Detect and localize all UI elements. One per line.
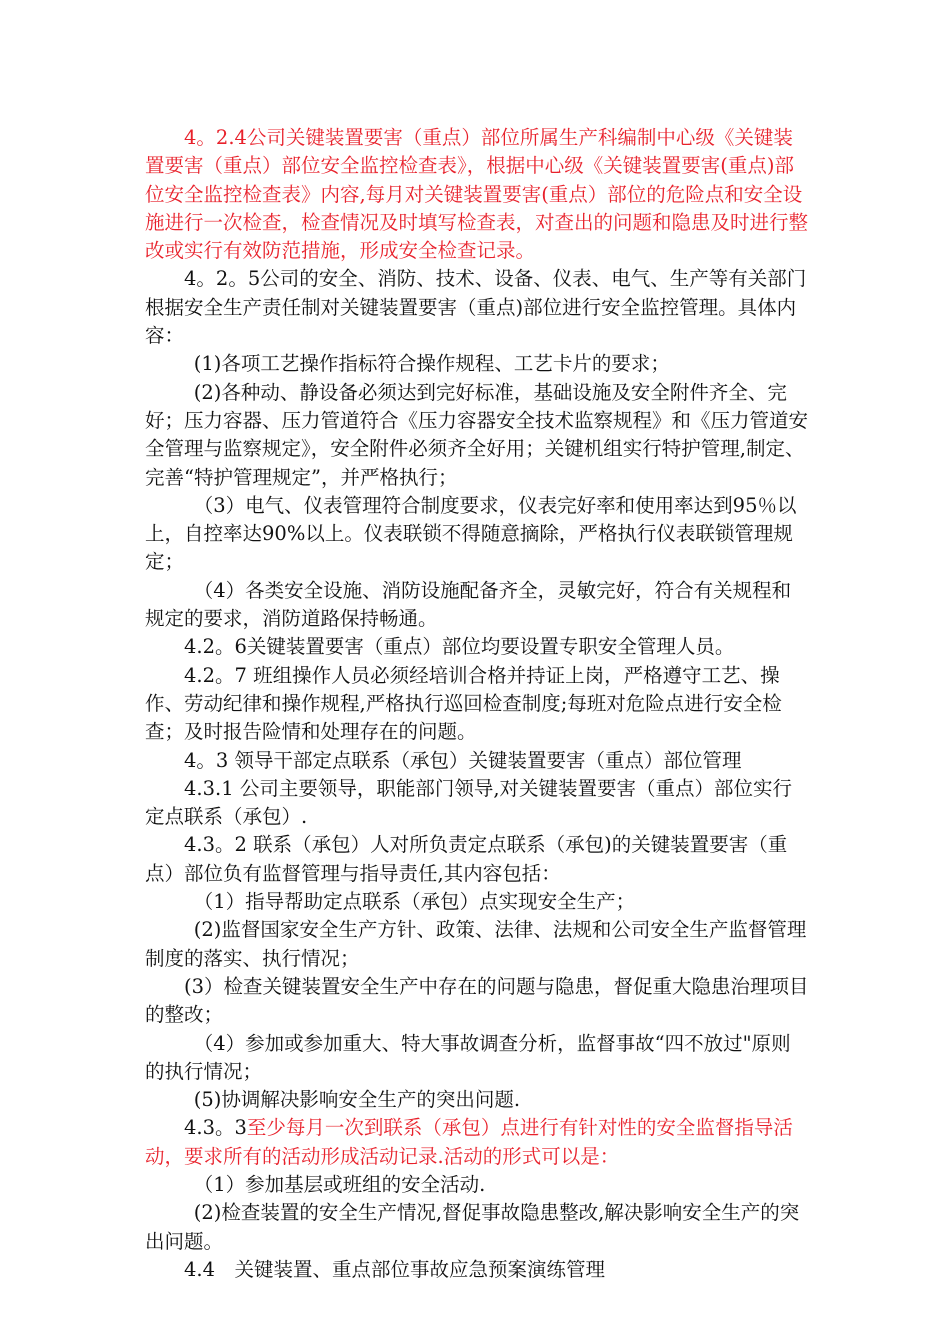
paragraph-4-2-5-item-1: (1)各项工艺操作指标符合操作规程、工艺卡片的要求； <box>193 352 670 376</box>
paragraph-4-3-3 <box>145 1114 810 1171</box>
paragraph-4-2-5-item-2: (2)各种动、静设备必须达到完好标准，基础设施及安全附件齐全、完好；压力容器、压力管道符合《压力容器安全技术监察规程》和《压力管道安全管理与监察规定》，安全附件必须齐全好用；关键机组实行特护管理,制定、完善“特护管理规定”，并严格执行； <box>145 380 809 489</box>
document-body <box>145 124 810 1284</box>
section-heading-4-4: 4.4 关键装置、重点部位事故应急预案演练管理 <box>184 1257 606 1281</box>
paragraph-4-3-3-item-2: (2)检查装置的安全生产情况,督促事故隐患整改,解决影响安全生产的突出问题。 <box>145 1201 800 1253</box>
paragraph-4-2-5: 4。2。5公司的安全、消防、技术、设备、仪表、电气、生产等有关部门根据安全生产责任制对关键装置要害（重点)部位进行安全监控管理。具体内容： <box>145 267 807 348</box>
paragraph-4-3-2-item-3: (3）检查关键装置安全生产中存在的问题与隐患，督促重大隐患治理项目的整改； <box>145 974 809 1027</box>
paragraph-4-2-5-item-4: （4）各类安全设施、消防设施配备齐全，灵敏完好，符合有关规程和规定的要求，消防道路保持畅通。 <box>145 578 792 631</box>
paragraph-4-3-3-number: 4.3。3 <box>184 1116 247 1140</box>
paragraph-4-3-2-item-4: （4）参加或参加重大、特大事故调查分析，监督事故“四不放过"原则的执行情况； <box>145 1031 791 1083</box>
paragraph-4-2-4: 4。2.4公司关键装置要害（重点）部位所属生产科编制中心级《关键装置要害（重点）部位安全监控检查表》，根据中心级《关键装置要害(重点)部位安全监控检查表》内容,每月对关键装置要害(重点）部位的危险点和安全设施进行一次检查，检查情况及时填写检查表，对查出的问题和隐患及时进行整改或实行有效防范措施，形成安全检查记录。 <box>145 126 809 263</box>
paragraph-4-3-2-item-5: (5)协调解决影响安全生产的突出问题. <box>193 1088 521 1112</box>
paragraph-4-2-6: 4.2。6关键装置要害（重点）部位均要设置专职安全管理人员。 <box>184 635 735 659</box>
paragraph-4-3-3-text: 至少每月一次到联系（承包）点进行有针对性的安全监督指导活动，要求所有的活动形成活动记录.活动的形式可以是： <box>145 1116 793 1168</box>
paragraph-4-3-3-item-1: （1）参加基层或班组的安全活动. <box>193 1172 486 1196</box>
paragraph-4-2-7: 4.2。7 班组操作人员必须经培训合格并持证上岗，严格遵守工艺、操作、劳动纪律和操作规程,严格执行巡回检查制度;每班对危险点进行安全检查；及时报告险情和处理存在的问题。 <box>145 663 782 744</box>
paragraph-4-3-1: 4.3.1 公司主要领导，职能部门领导,对关键装置要害（重点）部位实行定点联系（承包）. <box>145 776 793 829</box>
paragraph-4-3-2: 4.3。2 联系（承包）人对所负责定点联系（承包)的关键装置要害（重点）部位负有监督管理与指导责任,其内容包括： <box>145 833 788 885</box>
paragraph-4-2-5-item-3: （3）电气、仪表管理符合制度要求，仪表完好率和使用率达到95％以上，自控率达90%以上。仪表联锁不得随意摘除，严格执行仪表联锁管理规定； <box>145 493 797 574</box>
section-heading-4-3: 4。3 领导干部定点联系（承包）关键装置要害（重点）部位管理 <box>184 748 742 772</box>
paragraph-4-3-2-item-1: （1）指导帮助定点联系（承包）点实现安全生产； <box>193 890 636 914</box>
paragraph-4-3-2-item-2: (2)监督国家安全生产方针、政策、法律、法规和公司安全生产监督管理制度的落实、执行情况； <box>145 918 807 970</box>
